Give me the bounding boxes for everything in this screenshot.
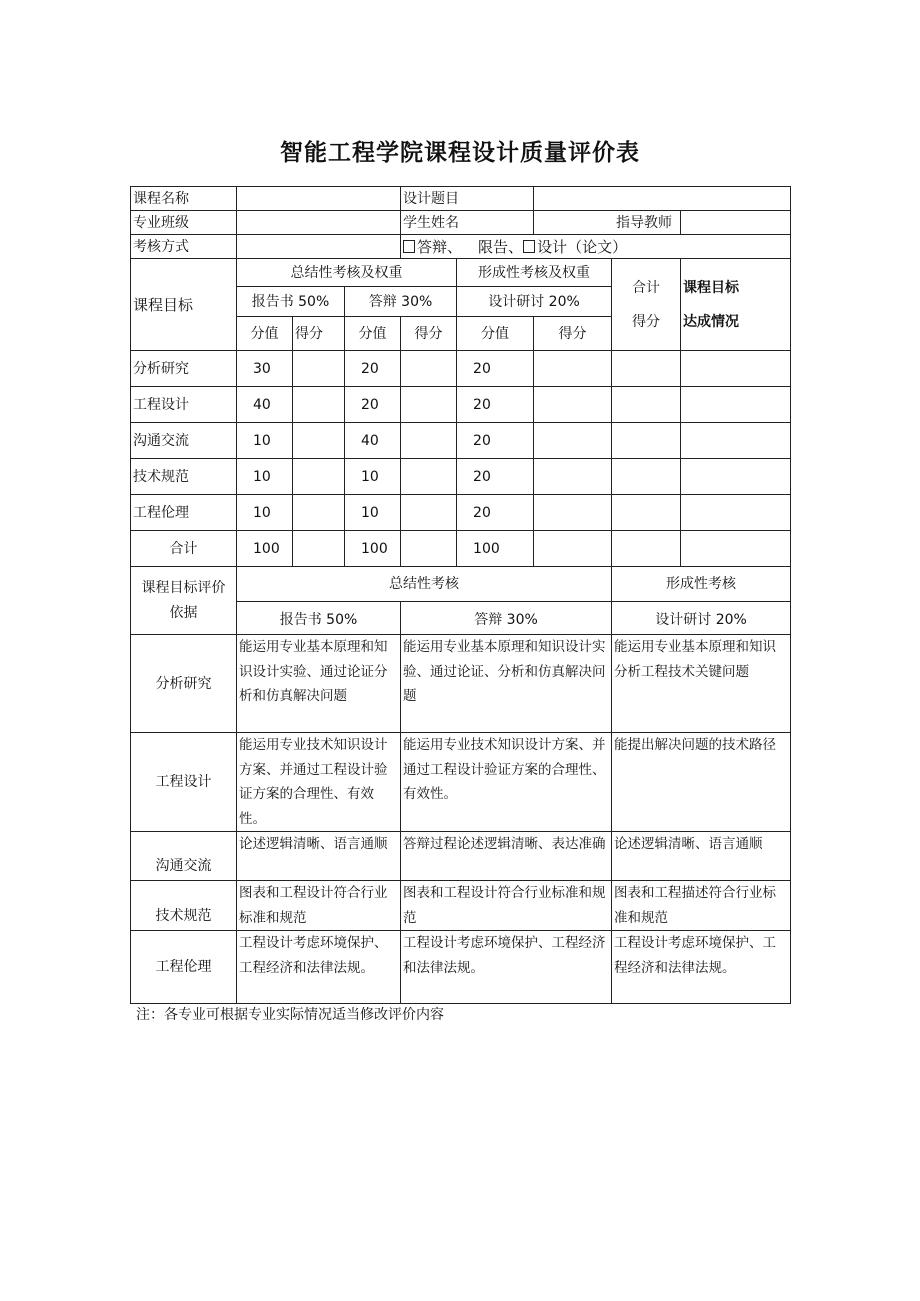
achieve-cell[interactable] (681, 387, 791, 423)
basis-report-text: 工程设计考虑环境保护、工程经济和法律法规。 (237, 931, 401, 1004)
basis-header-l1: 课程目标评价 (141, 579, 226, 596)
assess-blank (237, 235, 401, 259)
course-name-label: 课程名称 (131, 187, 237, 211)
table-row (131, 459, 791, 495)
total-score-l2: 得分 (632, 313, 661, 330)
defense-score-cell[interactable] (401, 351, 457, 387)
basis-report-text: 图表和工程设计符合行业标准和规范 (237, 881, 401, 931)
defense-value: 20 (345, 387, 401, 423)
score-header-row1 (131, 259, 791, 287)
report-score-cell[interactable] (293, 423, 345, 459)
class-row (131, 211, 791, 235)
grand-achieve-cell[interactable] (681, 531, 791, 567)
basis-goal-name: 沟通交流 (131, 832, 237, 881)
total-score-cell[interactable] (612, 495, 681, 531)
basis-report-text: 能运用专业技术知识设计方案、并通过工程设计验证方案的合理性、有效性。 (237, 733, 401, 832)
total-score-cell[interactable] (612, 387, 681, 423)
design-score-label: 得分 (534, 317, 612, 351)
design-score-cell[interactable] (534, 423, 612, 459)
report-total: 100 (237, 531, 293, 567)
evaluation-form-table (130, 186, 791, 1004)
basis-design-text: 论述逻辑清晰、语言通顺 (612, 832, 791, 881)
report-value-label: 分值 (237, 317, 293, 351)
defense-score-cell[interactable] (401, 387, 457, 423)
report-value: 40 (237, 387, 293, 423)
basis-summative: 总结性考核 (237, 567, 612, 602)
goal-name: 沟通交流 (131, 423, 237, 459)
basis-row (131, 931, 791, 1004)
design-total-score[interactable] (534, 531, 612, 567)
report-value: 10 (237, 423, 293, 459)
design-value: 20 (457, 495, 534, 531)
defense-value: 40 (345, 423, 401, 459)
basis-design: 设计研讨 20% (612, 602, 791, 635)
defense-score-label: 得分 (401, 317, 457, 351)
class-field[interactable] (237, 211, 401, 235)
basis-goal-name: 工程伦理 (131, 931, 237, 1004)
design-topic-label: 设计题目 (401, 187, 534, 211)
goal-name: 工程设计 (131, 387, 237, 423)
design-topic-field[interactable] (534, 187, 791, 211)
assess-label: 考核方式 (131, 235, 237, 259)
defense-weight: 答辩 30% (345, 287, 457, 317)
basis-row (131, 635, 791, 733)
report-weight: 报告书 50% (237, 287, 345, 317)
basis-row (131, 881, 791, 931)
formative-header: 形成性考核及权重 (457, 259, 612, 287)
defense-score-cell[interactable] (401, 495, 457, 531)
design-score-cell[interactable] (534, 351, 612, 387)
report-score-cell[interactable] (293, 387, 345, 423)
basis-header (131, 567, 237, 635)
table-row (131, 351, 791, 387)
design-score-cell[interactable] (534, 387, 612, 423)
design-weight: 设计研讨 20% (457, 287, 612, 317)
basis-defense-text: 答辩过程论述逻辑清晰、表达准确 (401, 832, 612, 881)
design-score-cell[interactable] (534, 459, 612, 495)
basis-row (131, 832, 791, 881)
report-total-score[interactable] (293, 531, 345, 567)
table-row (131, 423, 791, 459)
report-score-cell[interactable] (293, 495, 345, 531)
summative-header: 总结性考核及权重 (237, 259, 457, 287)
defense-value: 10 (345, 495, 401, 531)
basis-goal-name: 工程设计 (131, 733, 237, 832)
basis-design-text: 工程设计考虑环境保护、工程经济和法律法规。 (612, 931, 791, 1004)
advisor-label: 指导教师 (534, 211, 681, 235)
design-score-cell[interactable] (534, 495, 612, 531)
basis-report: 报告书 50% (237, 602, 401, 635)
assess-options (401, 235, 791, 259)
total-score-cell[interactable] (612, 423, 681, 459)
assess-opt2: 限告、 (478, 237, 524, 256)
student-label: 学生姓名 (401, 211, 534, 235)
assess-row (131, 235, 791, 259)
course-name-field[interactable] (237, 187, 401, 211)
basis-formative: 形成性考核 (612, 567, 791, 602)
achieve-cell[interactable] (681, 423, 791, 459)
basis-report-text: 能运用专业基本原理和知识设计实验、通过论证分析和仿真解决问题 (237, 635, 401, 733)
footnote: 注：各专业可根据专业实际情况适当修改评价内容 (136, 1007, 444, 1023)
total-label: 合计 (131, 531, 237, 567)
basis-design-text: 能提出解决问题的技术路径 (612, 733, 791, 832)
report-score-cell[interactable] (293, 459, 345, 495)
defense-total-score[interactable] (401, 531, 457, 567)
defense-value-label: 分值 (345, 317, 401, 351)
assess-opt1: 答辩、 (417, 237, 463, 256)
table-row (131, 495, 791, 531)
total-score-cell[interactable] (612, 351, 681, 387)
design-value: 20 (457, 351, 534, 387)
basis-defense: 答辩 30% (401, 602, 612, 635)
goal-name: 分析研究 (131, 351, 237, 387)
defense-score-cell[interactable] (401, 459, 457, 495)
achieve-l1: 课程目标 (683, 279, 740, 296)
class-label: 专业班级 (131, 211, 237, 235)
basis-header-l2: 依据 (169, 604, 198, 621)
report-value: 10 (237, 495, 293, 531)
defense-score-cell[interactable] (401, 423, 457, 459)
basis-defense-text: 图表和工程设计符合行业标准和规范 (401, 881, 612, 931)
basis-header-row1 (131, 567, 791, 602)
achieve-header (681, 259, 791, 351)
report-score-label: 得分 (293, 317, 345, 351)
report-score-cell[interactable] (293, 351, 345, 387)
design-value-label: 分值 (457, 317, 534, 351)
total-score-header (612, 259, 681, 351)
basis-design-text: 图表和工程描述符合行业标准和规范 (612, 881, 791, 931)
defense-checkbox[interactable] (403, 240, 415, 253)
defense-value: 10 (345, 459, 401, 495)
goal-name: 工程伦理 (131, 495, 237, 531)
report-value: 10 (237, 459, 293, 495)
basis-report-text: 论述逻辑清晰、语言通顺 (237, 832, 401, 881)
basis-goal-name: 技术规范 (131, 881, 237, 931)
achieve-cell[interactable] (681, 459, 791, 495)
page-title: 智能工程学院课程设计质量评价表 (280, 140, 640, 166)
table-row (131, 387, 791, 423)
goal-name: 技术规范 (131, 459, 237, 495)
design-value: 20 (457, 459, 534, 495)
advisor-field[interactable] (681, 211, 791, 235)
assess-opt3: 设计（论文） (537, 237, 628, 256)
defense-total: 100 (345, 531, 401, 567)
achieve-cell[interactable] (681, 351, 791, 387)
course-row (131, 187, 791, 211)
design-value: 20 (457, 387, 534, 423)
basis-defense-text: 能运用专业基本原理和知识设计实验、通过论证、分析和仿真解决问题 (401, 635, 612, 733)
goal-header: 课程目标 (131, 259, 237, 351)
design-value: 20 (457, 423, 534, 459)
achieve-cell[interactable] (681, 495, 791, 531)
basis-row (131, 733, 791, 832)
basis-defense-text: 能运用专业技术知识设计方案、并通过工程设计验证方案的合理性、有效性。 (401, 733, 612, 832)
report-value: 30 (237, 351, 293, 387)
basis-defense-text: 工程设计考虑环境保护、工程经济和法律法规。 (401, 931, 612, 1004)
total-score-l1: 合计 (632, 279, 661, 296)
total-row (131, 531, 791, 567)
basis-design-text: 能运用专业基本原理和知识分析工程技术关键问题 (612, 635, 791, 733)
total-score-cell[interactable] (612, 459, 681, 495)
design-checkbox[interactable] (523, 240, 535, 253)
grand-total-cell[interactable] (612, 531, 681, 567)
basis-goal-name: 分析研究 (131, 635, 237, 733)
design-total: 100 (457, 531, 534, 567)
achieve-l2: 达成情况 (683, 313, 740, 330)
defense-value: 20 (345, 351, 401, 387)
